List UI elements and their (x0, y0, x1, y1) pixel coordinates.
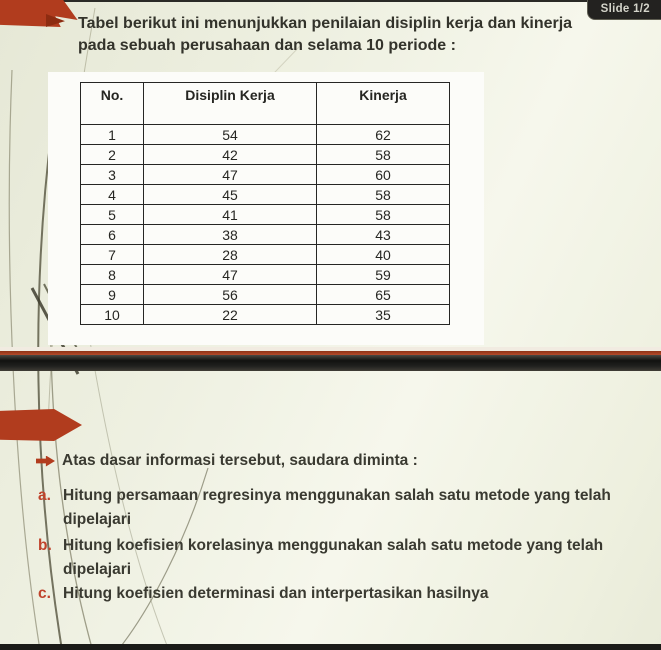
task-item-a (38, 484, 623, 532)
table-row (81, 145, 450, 165)
table-row (81, 165, 450, 185)
kinerja-value: 62 (317, 125, 450, 145)
table-row (81, 305, 450, 325)
row-number: 2 (81, 145, 144, 165)
task-label: c. (38, 585, 51, 602)
task-text: Hitung persamaan regresinya menggunakan salah satu metode yang telah dipelajari (63, 487, 611, 528)
prompt-row (36, 452, 418, 470)
row-number: 1 (81, 125, 144, 145)
header-no: No. (81, 83, 144, 125)
row-number: 9 (81, 285, 144, 305)
disiplin-kerja-value: 38 (144, 225, 317, 245)
disiplin-kerja-value: 22 (144, 305, 317, 325)
table-row (81, 245, 450, 265)
table-row (81, 225, 450, 245)
table-row (81, 185, 450, 205)
row-number: 4 (81, 185, 144, 205)
kinerja-value: 35 (317, 305, 450, 325)
kinerja-value: 43 (317, 225, 450, 245)
row-number: 7 (81, 245, 144, 265)
kinerja-value: 58 (317, 205, 450, 225)
task-item-c (38, 582, 623, 606)
table-header-row (81, 83, 450, 125)
task-item-b (38, 534, 623, 582)
kinerja-value: 58 (317, 185, 450, 205)
separator-dark-bar (0, 355, 661, 371)
bottom-bar (0, 644, 661, 650)
table-row (81, 125, 450, 145)
table-row (81, 285, 450, 305)
row-number: 6 (81, 225, 144, 245)
row-number: 10 (81, 305, 144, 325)
row-number: 8 (81, 265, 144, 285)
row-number: 3 (81, 165, 144, 185)
kinerja-value: 59 (317, 265, 450, 285)
disiplin-kerja-value: 41 (144, 205, 317, 225)
disiplin-kerja-value: 54 (144, 125, 317, 145)
top-edge-line (0, 0, 661, 2)
slide-counter-badge: Slide 1/2 (587, 0, 661, 20)
kinerja-value: 40 (317, 245, 450, 265)
data-table (80, 82, 450, 325)
prompt-text: Atas dasar informasi tersebut, saudara diminta : (62, 452, 418, 469)
table-row (81, 205, 450, 225)
table-body (81, 125, 450, 325)
disiplin-kerja-value: 47 (144, 165, 317, 185)
row-number: 5 (81, 205, 144, 225)
separator-band (0, 347, 661, 371)
disiplin-kerja-value: 42 (144, 145, 317, 165)
slide-title: Tabel berikut ini menunjukkan penilaian disiplin kerja dan kinerja pada sebuah perusahaan dan selama 10 periode : (78, 15, 573, 54)
table-panel (48, 72, 484, 345)
task-label: b. (38, 537, 52, 554)
header-kinerja: Kinerja (317, 83, 450, 125)
disiplin-kerja-value: 47 (144, 265, 317, 285)
task-text: Hitung koefisien korelasinya menggunakan salah satu metode yang telah dipelajari (63, 537, 604, 578)
table-row (81, 265, 450, 285)
kinerja-value: 60 (317, 165, 450, 185)
arrow-bullet-icon (36, 456, 55, 467)
header-disiplin-kerja: Disiplin Kerja (144, 83, 317, 125)
disiplin-kerja-value: 45 (144, 185, 317, 205)
disiplin-kerja-value: 28 (144, 245, 317, 265)
task-label: a. (38, 487, 51, 504)
kinerja-value: 58 (317, 145, 450, 165)
task-text: Hitung koefisien determinasi dan interpertasikan hasilnya (63, 585, 489, 602)
disiplin-kerja-value: 56 (144, 285, 317, 305)
kinerja-value: 65 (317, 285, 450, 305)
